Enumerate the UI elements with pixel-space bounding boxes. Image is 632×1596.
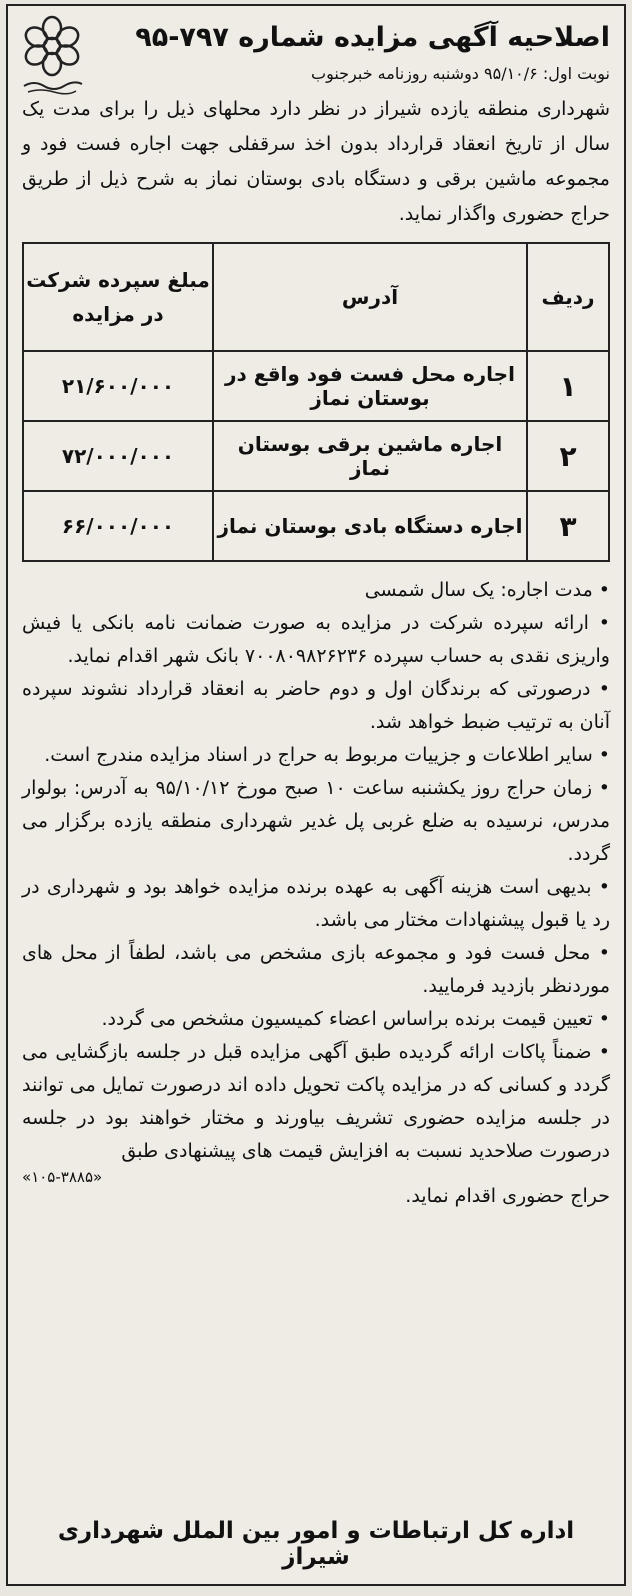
auction-notice <box>6 4 626 1586</box>
closing-line: حراج حضوری اقدام نماید. <box>405 1185 610 1207</box>
table-row <box>23 421 609 491</box>
issuer-footer: اداره کل ارتباطات و امور بین الملل شهرداری شیراز <box>57 1518 575 1570</box>
row-deposit: ۲۱/۶۰۰/۰۰۰ <box>23 351 213 421</box>
header-address: آدرس <box>213 243 527 351</box>
list-item: • مدت اجاره: یک سال شمسی <box>22 574 610 607</box>
flower-logo-icon <box>16 12 88 98</box>
table-row <box>23 491 609 561</box>
row-deposit: ۷۲/۰۰۰/۰۰۰ <box>23 421 213 491</box>
list-item: • درصورتی که برندگان اول و دوم حاضر به انعقاد قرارداد نشوند سپرده آنان به ترتیب ضبط خواهد شد. <box>22 673 610 739</box>
row-address: اجاره دستگاه بادی بوستان نماز <box>213 491 527 561</box>
table-header-row <box>23 243 609 351</box>
row-number: ۲ <box>527 421 609 491</box>
header-row-number: ردیف <box>527 243 609 351</box>
table-row <box>23 351 609 421</box>
list-item: • سایر اطلاعات و جزییات مربوط به حراج در اسناد مزایده مندرج است. <box>22 739 610 772</box>
list-item: • تعیین قیمت برنده براساس اعضاء کمیسیون مشخص می گردد. <box>22 1003 610 1036</box>
header-deposit: مبلغ سپرده شرکت در مزایده <box>23 243 213 351</box>
intro-paragraph: شهرداری منطقه یازده شیراز در نظر دارد محلهای ذیل را برای مدت یک سال از تاریخ انعقاد قرارداد بدون اخذ سرقفلی جهت اجاره فست فود و مجموعه ماشین برقی و دستگاه بادی بوستان نماز به شرح ذیل از طریق حراج حضوری واگذار نماید. <box>22 98 610 225</box>
items-table <box>22 242 610 562</box>
row-address: اجاره محل فست فود واقع در بوستان نماز <box>213 351 527 421</box>
reference-code: «۱۰۵-۳۸۸۵» <box>22 1168 103 1186</box>
list-item: • ضمناً پاکات ارائه گردیده طبق آگهی مزایده قبل در جلسه بازگشایی می گردد و کسانی که در مزایده پاکت تحویل داده اند درصورت تمایل می توانند در جلسه مزایده حضوری تشریف بیاورند و مختار خواهند بود در جلسه درصورت صلاحدید نسبت به افزایش قیمت های پیشنهادی طبق <box>22 1036 610 1168</box>
notice-title: اصلاحیه آگهی مزایده شماره ۷۹۷-۹۵ <box>135 22 610 53</box>
list-item: • بدیهی است هزینه آگهی به عهده برنده مزایده خواهد بود و شهرداری در رد یا قبول پیشنهادات مختار می باشد. <box>22 871 610 937</box>
conditions-list <box>22 574 610 1168</box>
row-number: ۳ <box>527 491 609 561</box>
row-deposit: ۶۶/۰۰۰/۰۰۰ <box>23 491 213 561</box>
row-address: اجاره ماشین برقی بوستان نماز <box>213 421 527 491</box>
publication-line: نوبت اول: ۹۵/۱۰/۶ دوشنبه روزنامه خبرجنوب <box>311 64 610 83</box>
row-number: ۱ <box>527 351 609 421</box>
list-item: • محل فست فود و مجموعه بازی مشخص می باشد، لطفاً از محل های موردنظر بازدید فرمایید. <box>22 937 610 1003</box>
list-item: • زمان حراج روز یکشنبه ساعت ۱۰ صبح مورخ ۹۵/۱۰/۱۲ به آدرس: بولوار مدرس، نرسیده به ضلع غربی پل غدیر شهرداری منطقه یازده برگزار می گردد. <box>22 772 610 871</box>
list-item: • ارائه سپرده شرکت در مزایده به صورت ضمانت نامه بانکی یا فیش واریزی نقدی به حساب سپرده ۷۰۰۸۰۹۸۲۶۲۳۶ بانک شهر اقدام نماید. <box>22 607 610 673</box>
